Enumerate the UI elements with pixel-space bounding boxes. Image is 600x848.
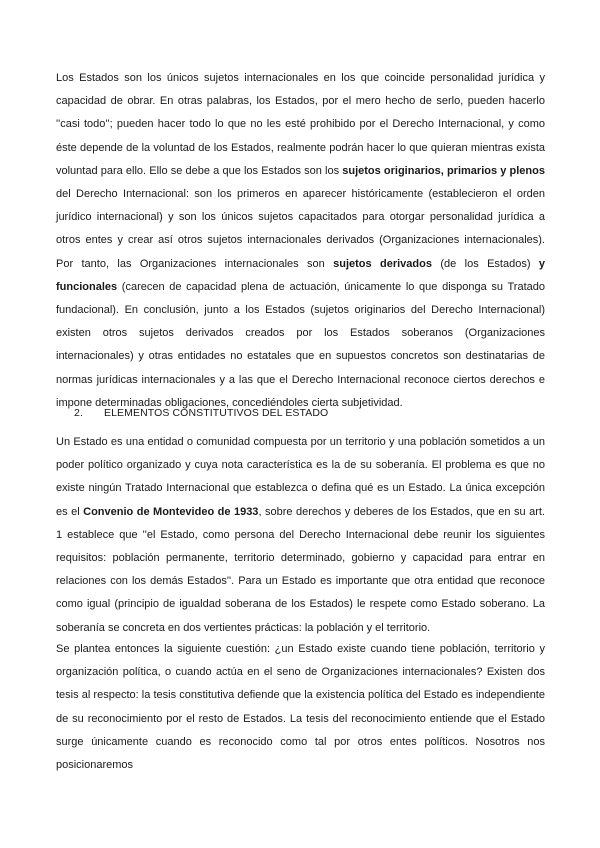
bold-term-convenio-montevideo: Convenio de Montevideo de 1933 — [83, 505, 259, 518]
bold-term-funcionales: y funcionales — [56, 257, 545, 293]
bold-term-sujetos-originarios: sujetos originarios, primarios y plenos — [342, 164, 545, 177]
text-segment: del Derecho Internacional: son los primeros en aparecer históricamente (establecieron el orden jurídico internacional) y son los únicos sujetos capacitados para otorgar personalidad jurídica a otros entes y crear así otros sujetos internacionales derivados (Organizaciones internacionales). Por tanto, las Organizaciones internacionales son — [56, 188, 545, 270]
paragraph-definicion-estado — [56, 431, 545, 640]
text-segment: (de los Estados) — [431, 257, 539, 270]
text-segment: Un Estado es una entidad o comunidad compuesta por un territorio y una población sometidos a un poder político organizado y cuya nota característica es la de su soberanía. El problema es que no existe ningún Tratado Internacional que establezca o defina qué es un Estado. La única excepción es el — [56, 436, 545, 518]
section-title: ELEMENTOS CONSTITUTIVOS DEL ESTADO — [104, 407, 329, 419]
paragraph-estados-sujetos — [56, 67, 545, 415]
text-segment: Se plantea entonces la siguiente cuestión: ¿un Estado existe cuando tiene población, territorio y organización política, o cuando actúa en el seno de Organizaciones internacionales? Existen dos tesis al respecto: la tesis constitutiva defiende que la existencia política del Estado es independiente de su reconocimiento por el resto de Estados. La tesis del reconocimiento entiende que el Estado surge únicamente cuando es reconocido como tal por otros entes políticos. Nosotros nos posicionaremos — [56, 643, 545, 772]
text-segment: Los Estados son los únicos sujetos internacionales en los que coincide personalidad jurídica y capacidad de obrar. En otras palabras, los Estados, por el mero hecho de serlo, pueden hacerlo ''casi todo''; pueden hacer todo lo que no les esté prohibido por el Derecho Internacional, y como éste depende de la voluntad de los Estados, realmente podrán hacer lo que quieran mientras exista voluntad para ello. Ello se debe a que los Estados son los — [56, 72, 545, 177]
text-segment: (carecen de capacidad plena de actuación, únicamente lo que disponga su Tratado fundacional). En conclusión, junto a los Estados (sujetos originarios del Derecho Internacional) existen otros sujetos derivados creados por los Estados soberanos (Organizaciones internacionales) y otras entidades no estatales que en supuestos concretos son destinatarias de normas jurídicas internacionales y a las que el Derecho Internacional reconoce ciertos derechos e impone determinadas obligaciones, concediéndoles cierta subjetividad. — [56, 280, 545, 409]
bold-term-sujetos-derivados: sujetos derivados — [333, 257, 432, 270]
section-number: 2. — [74, 407, 83, 419]
paragraph-tesis-reconocimiento — [56, 638, 545, 777]
text-segment: , sobre derechos y deberes de los Estados, que en su art. 1 establece que ''el Estado, como persona del Derecho Internacional debe reunir los siguientes requisitos: población permanente, territorio determinado, gobierno y capacidad para entrar en relaciones con los demás Estados''. Para un Estado es importante que otra entidad que reconoce como igual (principio de igualdad soberana de los Estados) le respete como Estado soberano. La soberanía se concreta en dos vertientes prácticas: la población y el territorio. — [56, 505, 545, 634]
section-heading — [74, 405, 328, 421]
